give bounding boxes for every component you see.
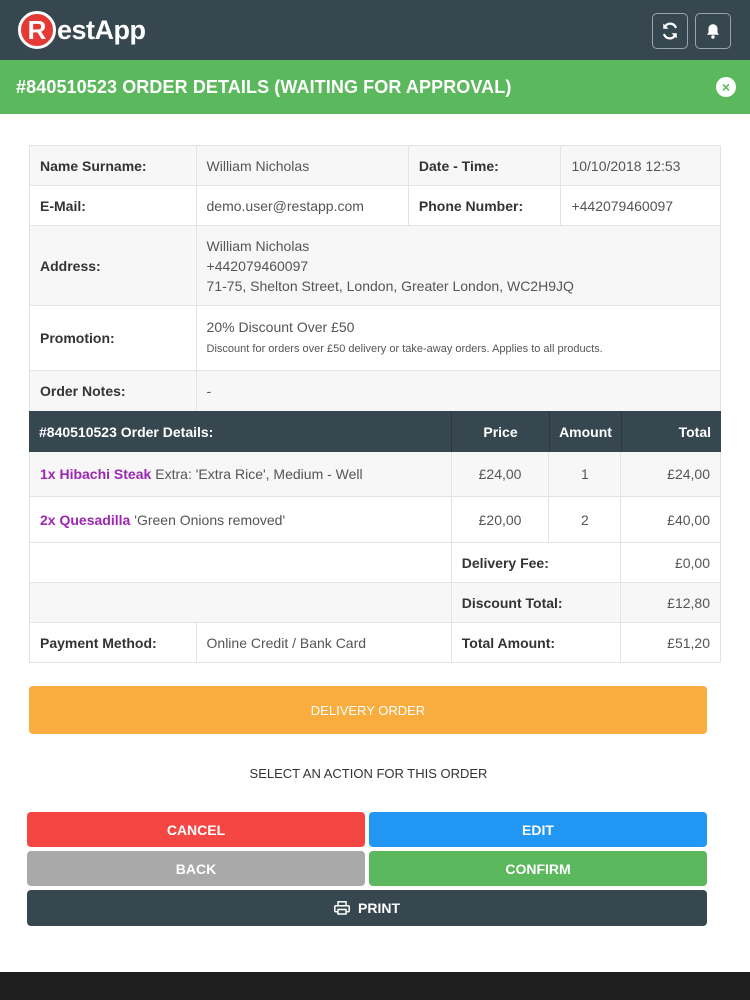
address-label: Address: <box>40 257 101 274</box>
discount-label: Discount Total: <box>451 583 621 622</box>
table-row <box>30 452 720 497</box>
refresh-icon <box>661 22 679 40</box>
close-icon: × <box>721 79 731 95</box>
total-amount-label: Total Amount: <box>451 623 621 662</box>
item-description <box>30 452 451 496</box>
price-header: Price <box>451 411 549 452</box>
amount-header: Amount <box>549 411 621 452</box>
phone-label: Phone Number: <box>408 186 561 225</box>
page-title: #840510523 ORDER DETAILS (WAITING FOR APPROVAL) <box>16 77 512 97</box>
notes-value: - <box>196 371 720 411</box>
info-row-promotion <box>30 306 720 371</box>
bell-icon <box>704 22 722 40</box>
item-price: £24,00 <box>451 452 549 496</box>
total-amount-value: £51,20 <box>620 623 720 662</box>
restapp-logo[interactable] <box>18 11 146 49</box>
delivery-fee-row <box>30 543 720 583</box>
notes-label: Order Notes: <box>40 383 126 399</box>
info-row-email <box>30 186 720 226</box>
item-amount: 1 <box>548 452 620 496</box>
discount-value: £12,80 <box>620 583 720 622</box>
email-label: E-Mail: <box>40 197 86 214</box>
delivery-order-button[interactable]: DELIVERY ORDER <box>29 686 707 734</box>
notifications-button[interactable] <box>695 13 731 49</box>
print-button[interactable] <box>27 890 707 926</box>
action-prompt: SELECT AN ACTION FOR THIS ORDER <box>249 766 488 781</box>
payment-method-value: Online Credit / Bank Card <box>196 623 451 662</box>
address-line: +442079460097 <box>206 257 309 274</box>
bottom-bar <box>0 972 750 1000</box>
address-line: 71-75, Shelton Street, London, Greater London, WC2H9JQ <box>206 277 574 294</box>
item-total: £40,00 <box>620 497 720 542</box>
promotion-label: Promotion: <box>40 330 115 346</box>
item-description <box>30 497 451 542</box>
delivery-fee-value: £0,00 <box>620 543 720 582</box>
order-title-bar <box>0 60 750 114</box>
close-button[interactable] <box>716 77 736 97</box>
print-label: PRINT <box>358 900 400 916</box>
name-value: William Nicholas <box>196 146 408 185</box>
item-name: 2x Quesadilla <box>40 511 131 528</box>
delivery-fee-label: Delivery Fee: <box>451 543 621 582</box>
address-line: William Nicholas <box>206 237 310 254</box>
info-row-address <box>30 226 720 306</box>
promotion-description: Discount for orders over £50 delivery or take-away orders. Applies to all products. <box>206 343 603 355</box>
item-amount: 2 <box>548 497 620 542</box>
top-bar <box>0 0 750 60</box>
item-note: 'Green Onions removed' <box>134 511 286 528</box>
info-row-name <box>30 146 720 186</box>
empty-cell <box>30 543 451 582</box>
item-name: 1x Hibachi Steak <box>40 466 152 482</box>
item-price: £20,00 <box>451 497 549 542</box>
order-sheet <box>29 145 721 663</box>
print-icon <box>334 901 350 915</box>
table-row <box>30 497 720 543</box>
empty-cell <box>30 583 451 622</box>
info-row-notes <box>30 371 720 411</box>
payment-total-row <box>30 623 720 663</box>
email-value: demo.user@restapp.com <box>196 186 408 225</box>
name-label: Name Surname: <box>40 157 147 174</box>
datetime-value: 10/10/2018 12:53 <box>560 146 720 185</box>
order-table-header <box>29 411 721 452</box>
discount-row <box>30 583 720 623</box>
item-total: £24,00 <box>620 452 720 496</box>
payment-method-label: Payment Method: <box>40 634 157 651</box>
refresh-button[interactable] <box>652 13 688 49</box>
phone-value: +442079460097 <box>560 186 720 225</box>
logo-mark: R <box>18 11 56 49</box>
confirm-button[interactable]: CONFIRM <box>369 851 707 886</box>
promotion-title: 20% Discount Over £50 <box>206 319 355 335</box>
datetime-label: Date - Time: <box>408 146 561 185</box>
total-header: Total <box>621 411 721 452</box>
order-details-header: #840510523 Order Details: <box>39 423 214 440</box>
logo-text: estApp <box>57 14 146 45</box>
item-note: Extra: 'Extra Rice', Medium - Well <box>155 466 363 482</box>
address-value <box>196 226 720 305</box>
cancel-button[interactable]: CANCEL <box>27 812 365 847</box>
edit-button[interactable]: EDIT <box>369 812 707 847</box>
back-button[interactable]: BACK <box>27 851 365 886</box>
promotion-value <box>196 306 720 370</box>
